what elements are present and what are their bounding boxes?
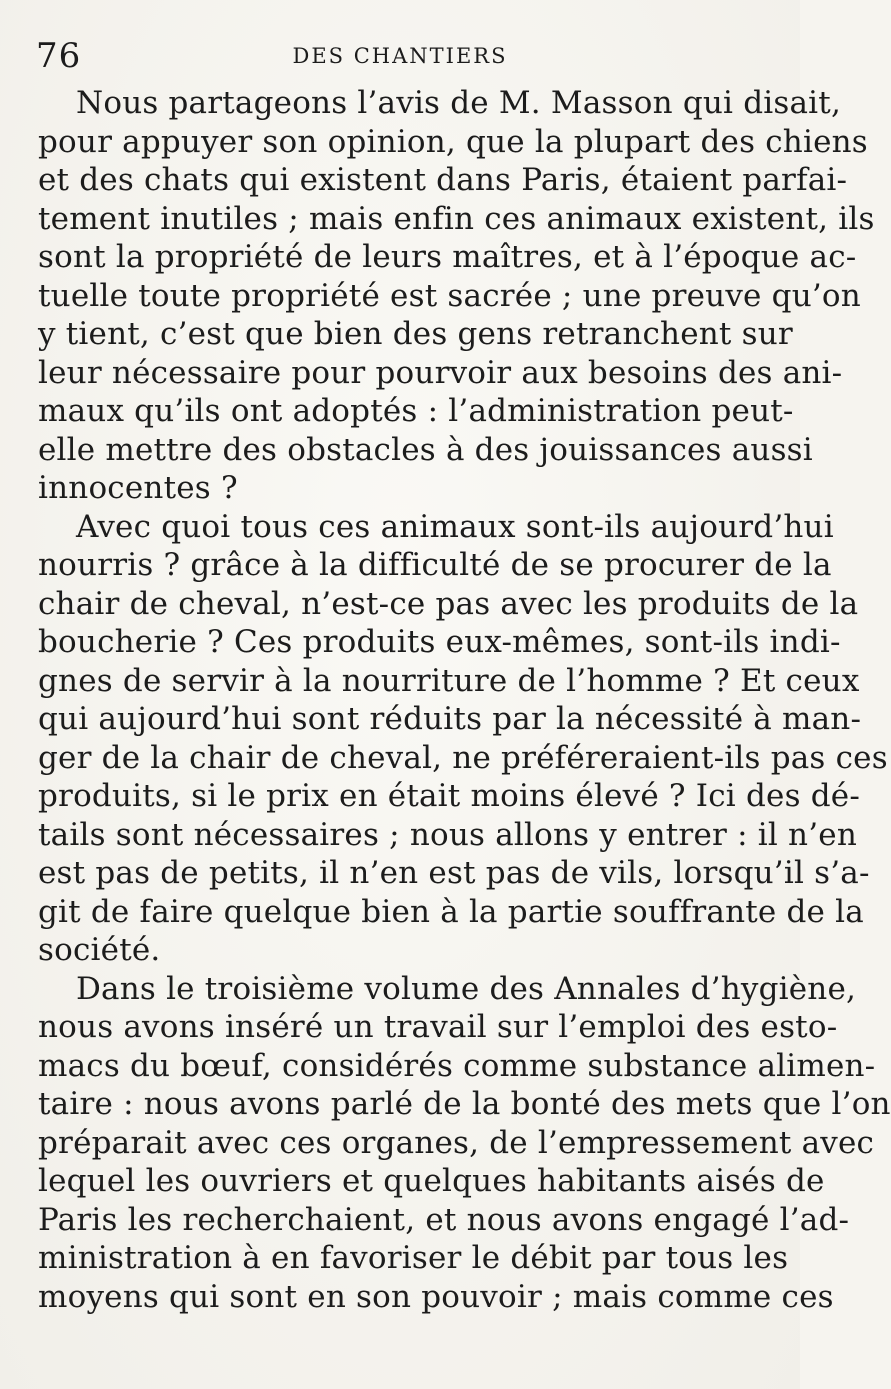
body-text <box>38 84 891 1316</box>
text-line: Paris les recherchaient, et nous avons engagé l’ad- <box>38 1201 850 1238</box>
paragraph-2 <box>38 508 888 970</box>
text-line: chair de cheval, n’est-ce pas avec les produits de la <box>38 585 859 622</box>
text-line: innocentes ? <box>38 470 238 506</box>
text-line: pour appuyer son opinion, que la plupart des chiens <box>38 123 868 160</box>
text-line: git de faire quelque bien à la partie souffrante de la <box>38 893 864 930</box>
text-line: est pas de petits, il n’en est pas de vils, lorsqu’il s’a- <box>38 855 870 891</box>
page-number: 76 <box>36 36 82 76</box>
text-line: Avec quoi tous ces animaux sont-ils aujourd’hui <box>76 508 834 545</box>
paragraph-1 <box>38 84 875 508</box>
text-line: nourris ? grâce à la difficulté de se procurer de la <box>38 547 832 583</box>
text-line: sont la propriété de leurs maîtres, et à l’époque ac- <box>38 239 857 275</box>
running-head: DES CHANTIERS <box>292 44 508 68</box>
text-line: société. <box>38 932 161 968</box>
text-line: leur nécessaire pour pourvoir aux besoins des ani- <box>38 354 843 391</box>
text-line: y tient, c’est que bien des gens retranchent sur <box>38 316 793 352</box>
text-line: produits, si le prix en était moins élevé ? Ici des dé- <box>38 778 860 814</box>
text-line: ger de la chair de cheval, ne préféreraient-ils pas ces <box>38 739 888 776</box>
text-line: tement inutiles ; mais enfin ces animaux existent, ils <box>38 200 875 237</box>
text-line: elle mettre des obstacles à des jouissances aussi <box>38 431 813 468</box>
text-line: macs du bœuf, considérés comme substance alimen- <box>38 1047 876 1084</box>
text-line: nous avons inséré un travail sur l’emploi des esto- <box>38 1009 838 1045</box>
text-line: maux qu’ils ont adoptés : l’administration peut- <box>38 393 794 429</box>
text-line: gnes de servir à la nourriture de l’homme ? Et ceux <box>38 662 860 699</box>
text-line: lequel les ouvriers et quelques habitants aisés de <box>38 1163 825 1199</box>
text-line: Dans le troisième volume des Annales d’hygiène, <box>76 970 857 1007</box>
text-line: taire : nous avons parlé de la bonté des mets que l’on <box>38 1086 891 1122</box>
text-line: et des chats qui existent dans Paris, étaient parfai- <box>38 162 848 198</box>
text-line: boucherie ? Ces produits eux-mêmes, sont-ils indi- <box>38 624 841 660</box>
text-line: tails sont nécessaires ; nous allons y entrer : il n’en <box>38 816 857 853</box>
text-line: qui aujourd’hui sont réduits par la nécessité à man- <box>38 701 862 737</box>
paragraph-3 <box>38 970 891 1317</box>
text-line: moyens qui sont en son pouvoir ; mais comme ces <box>38 1278 834 1315</box>
text-line: Nous partageons l’avis de M. Masson qui disait, <box>76 85 841 121</box>
text-line: ministration à en favoriser le débit par tous les <box>38 1240 789 1276</box>
text-line: tuelle toute propriété est sacrée ; une preuve qu’on <box>38 277 861 314</box>
text-line: préparait avec ces organes, de l’empressement avec <box>38 1124 875 1161</box>
